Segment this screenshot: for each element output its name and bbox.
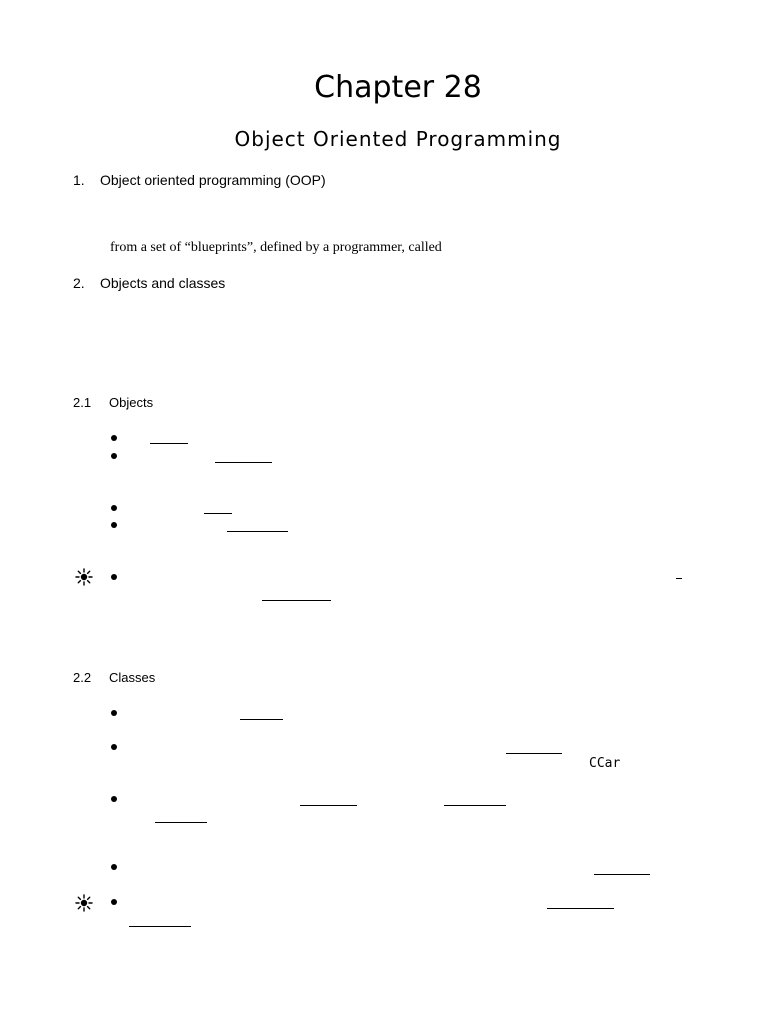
bullet-icon: [111, 505, 117, 511]
chapter-title: Chapter 28: [314, 70, 482, 105]
class-name-code: CCar: [589, 756, 621, 771]
fill-in-blank[interactable]: [594, 874, 650, 875]
section-heading-2: [73, 275, 473, 293]
subsection-heading-2-2: [73, 670, 373, 686]
fill-in-blank[interactable]: [204, 513, 232, 514]
dash-mark: [676, 578, 682, 579]
bullet-icon: [111, 864, 117, 870]
fill-in-blank[interactable]: [240, 719, 283, 720]
fill-in-blank[interactable]: [155, 822, 207, 823]
chapter-subtitle: Object Oriented Programming: [234, 127, 562, 151]
section-title: Objects and classes: [100, 275, 226, 291]
subsection-title: Objects: [109, 395, 154, 410]
bullet-icon: [111, 899, 117, 905]
bullet-icon: [111, 796, 117, 802]
bullet-icon: [111, 574, 117, 580]
section-title: Object oriented programming (OOP): [100, 172, 326, 188]
bullet-icon: [111, 522, 117, 528]
section-1-body-line: from a set of “blueprints”, defined by a programmer, called: [110, 240, 442, 255]
fill-in-blank[interactable]: [262, 600, 331, 601]
bullet-icon: [111, 453, 117, 459]
bullet-icon: [111, 435, 117, 441]
section-heading-1: [73, 172, 473, 190]
sun-icon: [75, 568, 93, 586]
sun-icon: [75, 894, 93, 912]
fill-in-blank[interactable]: [444, 805, 506, 806]
bullet-icon: [111, 710, 117, 716]
fill-in-blank[interactable]: [547, 908, 614, 909]
subsection-title: Classes: [109, 670, 156, 685]
section-number: 1.: [73, 172, 85, 188]
subsection-number: 2.2: [73, 670, 92, 685]
subsection-heading-2-1: [73, 395, 373, 411]
fill-in-blank[interactable]: [215, 462, 272, 463]
bullet-icon: [111, 744, 117, 750]
fill-in-blank[interactable]: [506, 753, 562, 754]
fill-in-blank[interactable]: [300, 805, 357, 806]
subsection-number: 2.1: [73, 395, 92, 410]
fill-in-blank[interactable]: [227, 531, 288, 532]
fill-in-blank[interactable]: [129, 926, 191, 927]
section-number: 2.: [73, 275, 85, 291]
fill-in-blank[interactable]: [150, 443, 188, 444]
